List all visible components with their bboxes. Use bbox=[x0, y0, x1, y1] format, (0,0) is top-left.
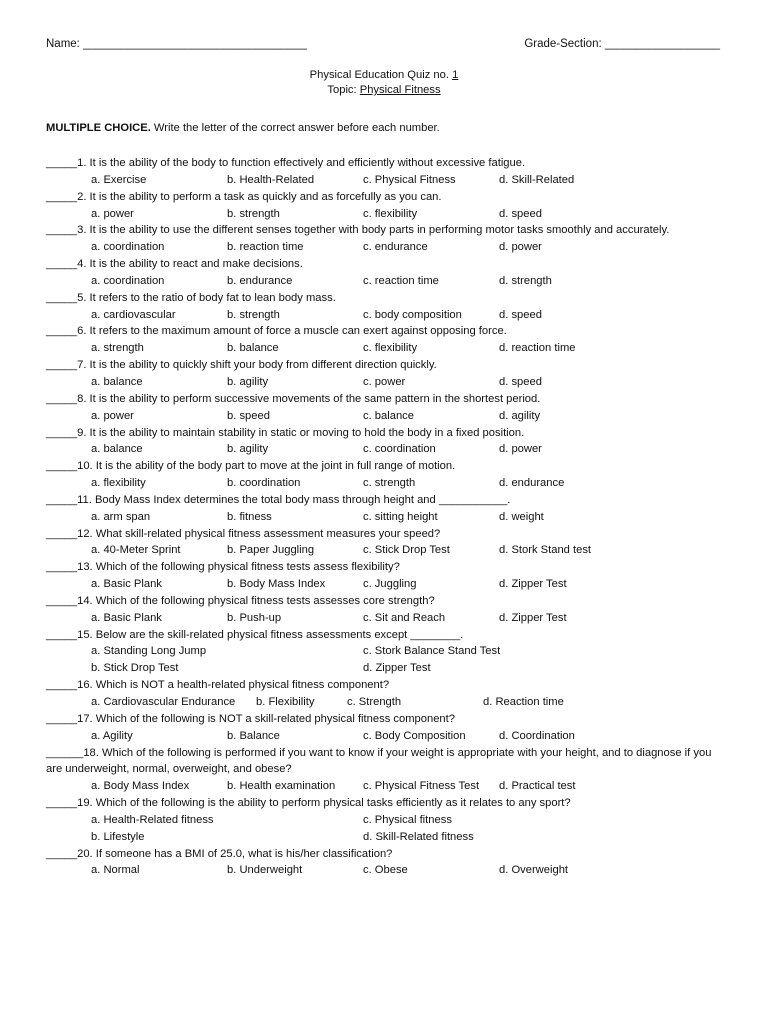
options-row bbox=[46, 542, 722, 559]
name-field-label: Name: ___________________________________ bbox=[46, 38, 307, 50]
question-text: _____5. It refers to the ratio of body fat to lean body mass. bbox=[46, 291, 336, 304]
answer-option: d. Zipper Test bbox=[499, 578, 567, 591]
question-text: _____15. Below are the skill-related physical fitness assessments except ________. bbox=[46, 628, 464, 641]
answer-option: d. weight bbox=[499, 510, 544, 523]
answer-option: a. power bbox=[91, 207, 134, 220]
quiz-title-prefix: Physical Education Quiz no. bbox=[309, 69, 453, 81]
options-row bbox=[46, 408, 722, 425]
answer-option: b. coordination bbox=[227, 477, 301, 490]
answer-option: d. speed bbox=[499, 308, 542, 321]
topic-prefix: Topic: bbox=[327, 84, 360, 96]
answer-option: b. reaction time bbox=[227, 241, 304, 254]
title-block bbox=[0, 68, 768, 98]
answer-option: b. Body Mass Index bbox=[227, 578, 326, 591]
grade-section-field-label: Grade-Section: __________________ bbox=[524, 38, 720, 50]
answer-option: c. power bbox=[363, 375, 406, 388]
answer-option: a. Basic Plank bbox=[91, 578, 162, 591]
answer-option: d. Skill-Related fitness bbox=[363, 830, 474, 843]
answer-option: d. power bbox=[499, 241, 542, 254]
answer-option: b. endurance bbox=[227, 274, 293, 287]
answer-option: d. Reaction time bbox=[483, 696, 564, 708]
answer-option: a. strength bbox=[91, 342, 144, 355]
answer-option: c. Physical fitness bbox=[363, 813, 452, 826]
header-row bbox=[46, 38, 720, 56]
answer-option: d. speed bbox=[499, 207, 542, 220]
answer-option: c. endurance bbox=[363, 241, 428, 254]
answer-option: b. Health examination bbox=[227, 780, 336, 793]
answer-option: b. fitness bbox=[227, 510, 272, 523]
answer-option: c. Sit and Reach bbox=[363, 611, 446, 624]
question-text: _____9. It is the ability to maintain stability in static or moving to hold the body in a fixed position. bbox=[46, 426, 525, 439]
answer-option: d. endurance bbox=[499, 477, 565, 490]
options-row bbox=[46, 660, 722, 677]
answer-option: d. Coordination bbox=[499, 729, 575, 742]
answer-option: d. Zipper Test bbox=[363, 662, 431, 675]
quiz-number: 1 bbox=[452, 69, 459, 81]
answer-option: b. Flexibility bbox=[256, 696, 315, 708]
options-row bbox=[46, 576, 722, 593]
question-text: _____10. It is the ability of the body part to move at the joint in full range of motion. bbox=[46, 460, 456, 473]
answer-option: c. Juggling bbox=[363, 578, 417, 591]
answer-option: a. cardiovascular bbox=[91, 308, 176, 321]
topic-name: Physical Fitness bbox=[359, 84, 441, 96]
answer-option: c. Strength bbox=[347, 696, 402, 708]
options-row bbox=[46, 829, 722, 846]
options-row bbox=[46, 475, 722, 492]
answer-option: a. arm span bbox=[91, 510, 151, 523]
instructions-heading: MULTIPLE CHOICE. bbox=[46, 122, 151, 134]
answer-option: a. coordination bbox=[91, 241, 165, 254]
answer-option: a. power bbox=[91, 409, 134, 422]
question-text: _____14. Which of the following physical fitness tests assesses core strength? bbox=[46, 594, 435, 607]
question-text: _____4. It is the ability to react and make decisions. bbox=[46, 258, 303, 271]
question-text: _____3. It is the ability to use the different senses together with body parts in performing motor tasks smoothly and accurately. bbox=[46, 224, 670, 237]
answer-option: d. power bbox=[499, 443, 542, 456]
question-text: _____19. Which of the following is the ability to perform physical tasks efficiently as it relates to any sport? bbox=[46, 797, 571, 810]
answer-option: a. Normal bbox=[91, 864, 140, 877]
answer-option: a. balance bbox=[91, 443, 143, 456]
instructions-text: Write the letter of the correct answer before each number. bbox=[150, 122, 440, 134]
question-text: _____8. It is the ability to perform successive movements of the same pattern in the shortest period. bbox=[46, 392, 541, 405]
quiz-title bbox=[0, 68, 768, 83]
answer-option: c. balance bbox=[363, 409, 414, 422]
options-row bbox=[46, 778, 722, 795]
answer-option: d. Practical test bbox=[499, 780, 576, 793]
options-row bbox=[46, 509, 722, 526]
options-row bbox=[46, 172, 722, 189]
answer-option: b. Underweight bbox=[227, 864, 303, 877]
options-row bbox=[46, 206, 722, 223]
question-text: _____20. If someone has a BMI of 25.0, what is his/her classification? bbox=[46, 847, 393, 860]
options-row bbox=[46, 374, 722, 391]
options-row bbox=[46, 728, 722, 745]
question-text: _____12. What skill-related physical fitness assessment measures your speed? bbox=[46, 527, 441, 540]
options-row bbox=[46, 862, 722, 879]
answer-option: d. reaction time bbox=[499, 342, 576, 355]
answer-option: c. coordination bbox=[363, 443, 436, 456]
quiz-topic bbox=[0, 83, 768, 98]
options-row bbox=[46, 307, 722, 324]
answer-option: a. flexibility bbox=[91, 477, 146, 490]
question-text: _____13. Which of the following physical fitness tests assess flexibility? bbox=[46, 561, 400, 574]
options-row bbox=[46, 441, 722, 458]
answer-option: a. Body Mass Index bbox=[91, 780, 190, 793]
question-list bbox=[46, 155, 722, 879]
answer-option: d. Zipper Test bbox=[499, 611, 567, 624]
answer-option: c. reaction time bbox=[363, 274, 439, 287]
answer-option: c. sitting height bbox=[363, 510, 438, 523]
instructions bbox=[46, 122, 440, 134]
answer-option: c. Obese bbox=[363, 864, 408, 877]
answer-option: a. Exercise bbox=[91, 173, 147, 186]
answer-option: b. Stick Drop Test bbox=[91, 662, 179, 675]
answer-option: d. agility bbox=[499, 409, 541, 422]
answer-option: b. Lifestyle bbox=[91, 830, 145, 843]
answer-option: a. Basic Plank bbox=[91, 611, 162, 624]
options-row bbox=[46, 273, 722, 290]
question-text: _____1. It is the ability of the body to function effectively and efficiently without excessive fatigue. bbox=[46, 157, 526, 169]
answer-option: b. speed bbox=[227, 409, 270, 422]
answer-option: a. balance bbox=[91, 375, 143, 388]
question-text: _____7. It is the ability to quickly shift your body from different direction quickly. bbox=[46, 359, 437, 372]
answer-option: a. Health-Related fitness bbox=[91, 813, 214, 826]
options-row bbox=[46, 643, 722, 660]
answer-option: b. agility bbox=[227, 375, 269, 388]
answer-option: b. Balance bbox=[227, 729, 280, 742]
answer-option: a. Agility bbox=[91, 729, 133, 742]
answer-option: a. 40-Meter Sprint bbox=[91, 544, 181, 557]
answer-option: b. balance bbox=[227, 342, 279, 355]
answer-option: d. Overweight bbox=[499, 864, 569, 877]
answer-option: c. strength bbox=[363, 477, 416, 490]
answer-option: b. Push-up bbox=[227, 611, 282, 624]
answer-option: c. Stick Drop Test bbox=[363, 544, 450, 557]
answer-option: a. Cardiovascular Endurance bbox=[91, 696, 236, 708]
answer-option: d. speed bbox=[499, 375, 542, 388]
question-text: _____16. Which is NOT a health-related physical fitness component? bbox=[46, 679, 390, 692]
answer-option: a. coordination bbox=[91, 274, 165, 287]
answer-option: b. strength bbox=[227, 207, 280, 220]
answer-option: c. flexibility bbox=[363, 342, 418, 355]
answer-option: d. Stork Stand test bbox=[499, 544, 592, 557]
answer-option: c. Stork Balance Stand Test bbox=[363, 645, 501, 658]
answer-option: c. body composition bbox=[363, 308, 462, 321]
answer-option: d. Skill-Related bbox=[499, 173, 575, 186]
question-text: _____17. Which of the following is NOT a skill-related physical fitness component? bbox=[46, 712, 455, 725]
question-text: _____11. Body Mass Index determines the total body mass through height and ___________. bbox=[46, 493, 511, 506]
question-text: _____2. It is the ability to perform a task as quickly and as forcefully as you can. bbox=[46, 190, 442, 203]
answer-option: a. Standing Long Jump bbox=[91, 645, 207, 658]
answer-option: c. Body Composition bbox=[363, 729, 466, 742]
answer-option: c. Physical Fitness bbox=[363, 173, 456, 186]
question-text: ______18. Which of the following is performed if you want to know if your weight is appropriate with your height, and to diagnose if you are underweight, normal, overweight, and obese? bbox=[46, 746, 712, 776]
question-text: _____6. It refers to the maximum amount of force a muscle can exert against opposing force. bbox=[46, 325, 507, 338]
answer-option: b. strength bbox=[227, 308, 280, 321]
answer-option: b. agility bbox=[227, 443, 269, 456]
answer-option: c. flexibility bbox=[363, 207, 418, 220]
options-row bbox=[46, 694, 722, 711]
answer-option: b. Health-Related bbox=[227, 173, 315, 186]
options-row bbox=[46, 812, 722, 829]
options-row bbox=[46, 239, 722, 256]
answer-option: d. strength bbox=[499, 274, 552, 287]
answer-option: c. Physical Fitness Test bbox=[363, 780, 480, 793]
answer-option: b. Paper Juggling bbox=[227, 544, 315, 557]
options-row bbox=[46, 610, 722, 627]
options-row bbox=[46, 340, 722, 357]
